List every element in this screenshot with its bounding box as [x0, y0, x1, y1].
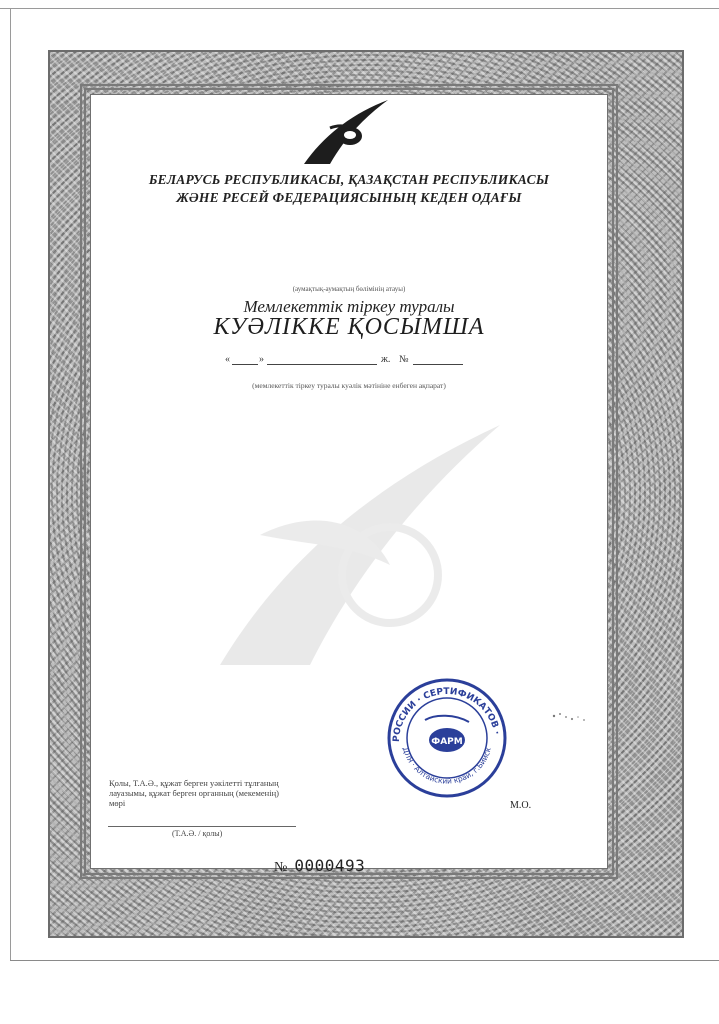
signature-caption: (Т.А.Ә. / қолы): [172, 829, 223, 838]
date-open-quote: «: [225, 354, 230, 365]
number-label: №: [399, 354, 409, 365]
number-blank: [413, 354, 463, 365]
year-label: ж.: [381, 354, 391, 365]
union-title-line-1: БЕЛАРУСЬ РЕСПУБЛИКАСЫ, ҚАЗАҚСТАН РЕСПУБЛИКАСЫ: [148, 172, 550, 187]
date-close-quote: »: [259, 354, 264, 365]
stamp-outer-text: РОССИИ · СЕРТИФИКАТОВ ·: [391, 686, 502, 743]
union-title-line-2: ЖӘНЕ РЕСЕЙ ФЕДЕРАЦИЯСЫНЫҢ КЕДЕН ОДАҒЫ: [176, 190, 522, 205]
serial-prefix: №: [274, 860, 288, 875]
seal-place-label: М.О.: [510, 800, 532, 811]
territory-note: (аумақтық-аумақтың бөлімінің атауы): [292, 285, 406, 293]
emblem-watermark-icon: [200, 415, 510, 675]
info-note: (мемлекеттік тіркеу туралы куәлік мәтініне енбеген ақпарат): [252, 381, 446, 390]
ink-specks: [548, 708, 598, 728]
stamp-center-text: ФАРМ: [431, 737, 463, 747]
scan-edge-bottom: [10, 960, 719, 961]
scan-edge-left: [10, 8, 11, 960]
certification-stamp-icon: [385, 676, 509, 800]
serial-number: [274, 856, 365, 878]
day-blank: [232, 354, 258, 365]
document-title: КУӘЛІККЕ ҚОСЫМША: [213, 314, 485, 340]
signature-line: [108, 826, 296, 827]
month-year-blank: [267, 354, 377, 365]
customs-union-emblem-icon: [300, 98, 390, 168]
date-number-line: [225, 354, 475, 368]
scan-edge-top: [0, 8, 719, 9]
signature-description: Қолы, Т.А.Ә., құжат берген уәкілетті тұлғаның лауазымы, құжат берген органның (мекеменің) мөрі: [109, 778, 279, 808]
serial-value: 0000493: [294, 856, 366, 875]
document-subtitle: Мемлекеттік тіркеу туралы: [243, 297, 455, 316]
stamp-lower-text: ДЛЯ · Алтайский край, г.Бийск: [400, 746, 493, 786]
